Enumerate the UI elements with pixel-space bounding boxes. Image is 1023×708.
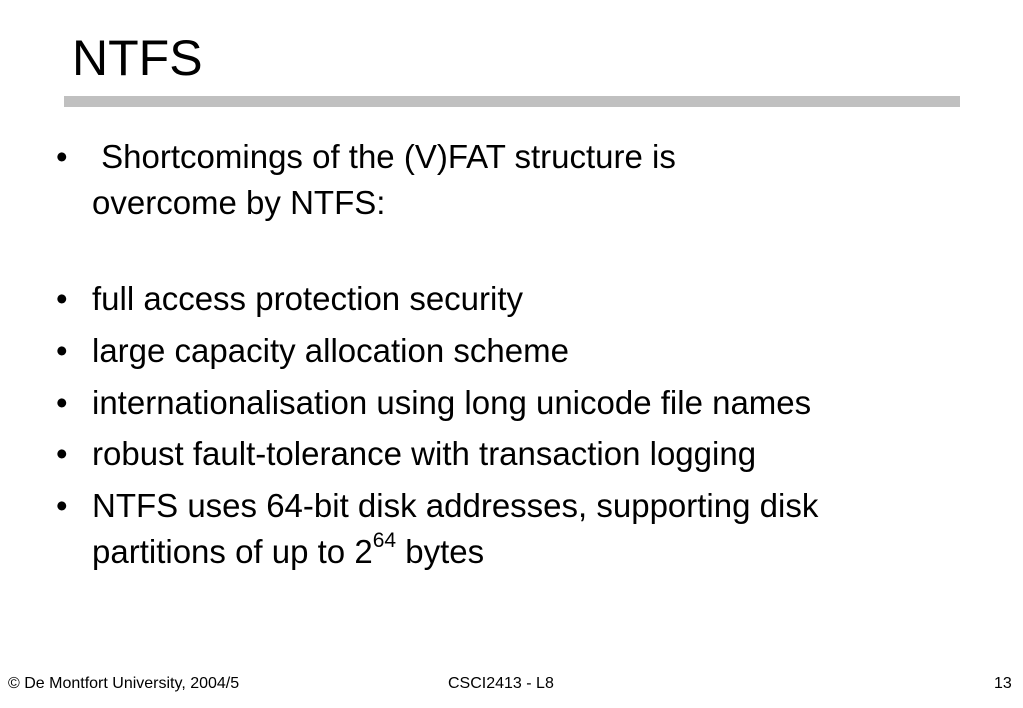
- bullet-marker: •: [56, 280, 68, 317]
- bullet-text-line2-before: partitions of up to 2: [92, 533, 373, 570]
- bullet-marker: •: [56, 384, 68, 421]
- title-underline-rule: [64, 96, 960, 107]
- bullet-marker: •: [56, 138, 68, 175]
- bullet-marker: •: [56, 487, 68, 524]
- footer-course-code: CSCI2413 - L8: [448, 675, 554, 692]
- bullet-text-line2-after: bytes: [396, 533, 485, 570]
- bullet-text: robust fault-tolerance with transaction logging: [92, 435, 757, 472]
- bullet-text: [92, 134, 676, 226]
- bullet-item-shortcomings: [56, 134, 976, 226]
- exponent-superscript: 64: [372, 529, 397, 552]
- bullet-text: [92, 483, 818, 575]
- bullet-text-line2: overcome by NTFS:: [92, 184, 386, 221]
- slide-title: NTFS: [72, 30, 203, 86]
- bullet-marker: •: [56, 435, 68, 472]
- bullet-text-line1: Shortcomings of the (V)FAT structure is: [92, 138, 676, 175]
- bullet-item-disk-addresses: [56, 483, 976, 575]
- bullet-text: internationalisation using long unicode file names: [92, 384, 812, 421]
- footer-page-number: 13: [994, 675, 1012, 692]
- bullet-text-line1: NTFS uses 64-bit disk addresses, supporting disk: [92, 487, 819, 524]
- bullet-text: large capacity allocation scheme: [92, 332, 569, 369]
- footer-copyright: © De Montfort University, 2004/5: [8, 675, 240, 692]
- bullet-text: full access protection security: [92, 280, 524, 317]
- bullet-marker: •: [56, 332, 68, 369]
